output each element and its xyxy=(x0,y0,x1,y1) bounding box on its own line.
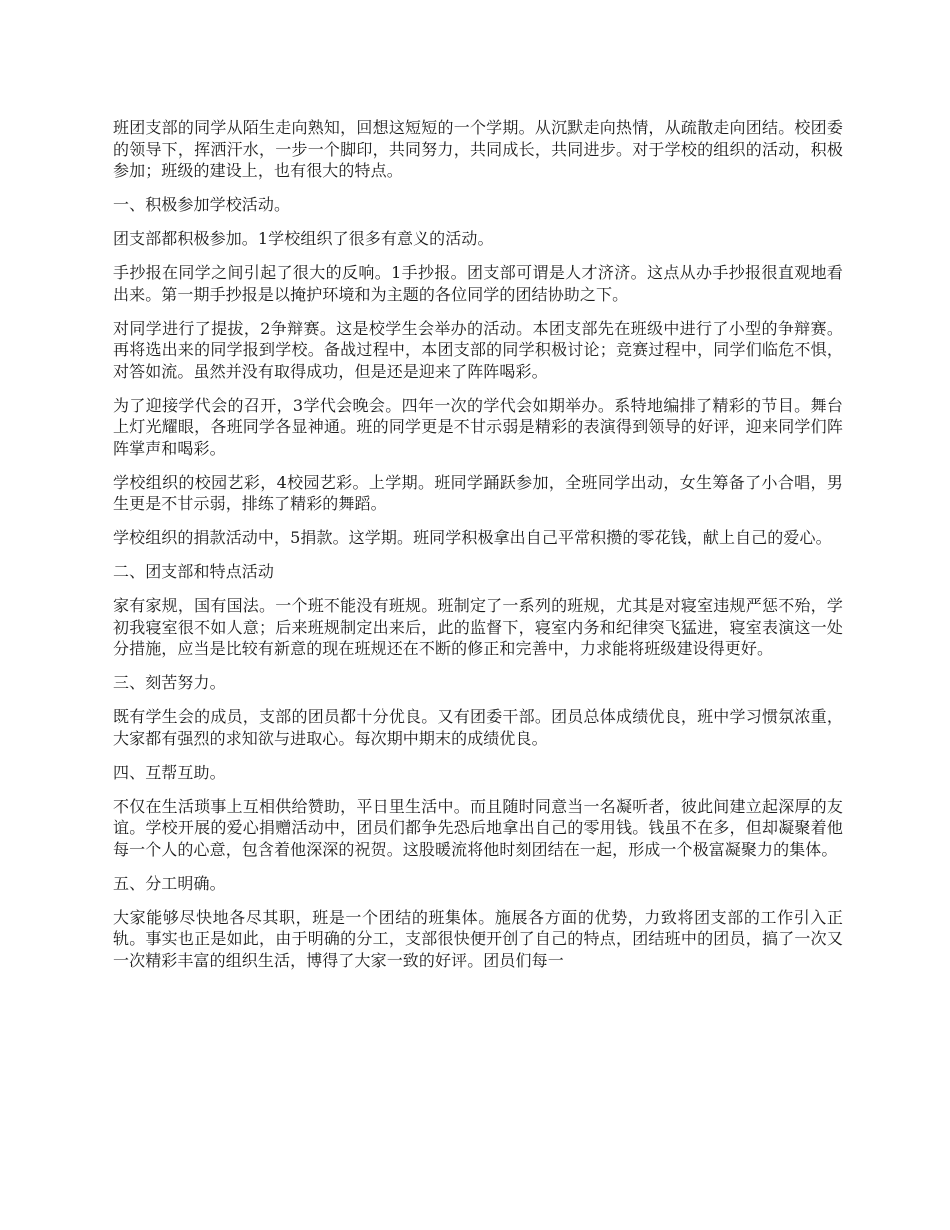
paragraph: 学校组织的捐款活动中，5捐款。这学期。班同学积极拿出自己平常积攒的零花钱，献上自己的爱心。 xyxy=(113,528,832,547)
paragraph: 家有家规，国有国法。一个班不能没有班规。班制定了一系列的班规，尤其是对寝室违规严惩不殆，学初我寝室很不如人意；后来班规制定出来后，此的监督下，寝室内务和纪律突飞猛进，寝室表演这一处分措施，应当是比较有新意的现在班规还在不断的修正和完善中，力求能将班级建设得更好。 xyxy=(113,596,843,658)
section-heading-4: 四、互帮互助。 xyxy=(113,762,226,782)
paragraph: 对同学进行了提拔，2争辩赛。这是校学生会举办的活动。本团支部先在班级中进行了小型的争辩赛。再将选出来的同学报到学校。备战过程中，本团支部的同学积极讨论；竞赛过程中，同学们临危不惧，对答如流。虽然并没有取得成功，但是还是迎来了阵阵喝彩。 xyxy=(113,318,843,381)
paragraph: 手抄报在同学之间引起了很大的反响。1手抄报。团支部可谓是人才济济。这点从办手抄报很直观地看出来。第一期手抄报是以掩护环境和为主题的各位同学的团结协助之下。 xyxy=(113,263,843,304)
paragraph: 为了迎接学代会的召开，3学代会晚会。四年一次的学代会如期举办。系特地编排了精彩的节目。舞台上灯光耀眼，各班同学各显神通。班的同学更是不甘示弱是精彩的表演得到领导的好评，迎来同学们阵阵掌声和喝彩。 xyxy=(113,395,843,458)
document-body xyxy=(113,117,843,984)
paragraph: 既有学生会的成员，支部的团员都十分优良。又有团委干部。团员总体成绩优良，班中学习惯氛浓重，大家都有强烈的求知欲与进取心。每次期中期末的成绩优良。 xyxy=(113,707,843,748)
paragraph: 大家能够尽快地各尽其职，班是一个团结的班集体。施展各方面的优势，力致将团支部的工作引入正轨。事实也正是如此，由于明确的分工，支部很快便开创了自己的特点，团结班中的团员，搞了一次又一次精彩丰富的组织生活，博得了大家一致的好评。团员们每一 xyxy=(113,907,843,970)
section-heading-5: 五、分工明确。 xyxy=(113,873,226,893)
section-heading-1: 一、积极参加学校活动。 xyxy=(113,195,291,214)
paragraph: 团支部都积极参加。1学校组织了很多有意义的活动。 xyxy=(113,229,494,248)
paragraph: 不仅在生活琐事上互相供给赞助，平日里生活中。而且随时同意当一名凝听者，彼此间建立起深厚的友谊。学校开展的爱心捐赠活动中，团员们都争先恐后地拿出自己的零用钱。钱虽不在多，但却凝聚着他每一个人的心意，包含着他深深的祝贺。这股暖流将他时刻团结在一起，形成一个极富凝聚力的集体。 xyxy=(113,796,843,859)
paragraph-intro: 班团支部的同学从陌生走向熟知，回想这短短的一个学期。从沉默走向热情，从疏散走向团结。校团委的领导下，挥洒汗水，一步一个脚印，共同努力，共同成长，共同进步。对于学校的组织的活动，积极参加；班级的建设上，也有很大的特点。 xyxy=(113,118,843,180)
paragraph: 学校组织的校园艺彩，4校园艺彩。上学期。班同学踊跃参加，全班同学出动，女生筹备了小合唱，男生更是不甘示弱，排练了精彩的舞蹈。 xyxy=(113,472,843,513)
section-heading-3: 三、刻苦努力。 xyxy=(113,673,226,692)
section-heading-2: 二、团支部和特点活动 xyxy=(113,562,275,581)
